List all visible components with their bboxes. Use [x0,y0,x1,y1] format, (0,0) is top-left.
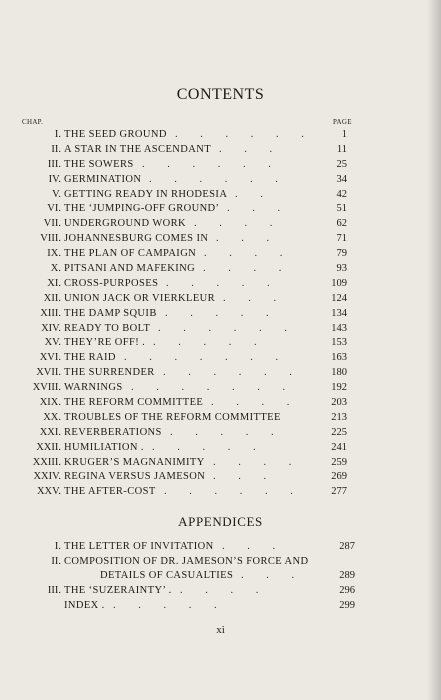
entry-title: TROUBLES OF THE REFORM COMMITTEE [64,411,281,423]
entry-page-number: 241 [331,441,347,453]
entry-page-number: 203 [331,397,347,409]
entry-title: COMPOSITION OF DR. JAMESON’S FORCE AND [64,555,309,567]
entry-title: WARNINGS [64,382,123,394]
entry-number: I. [54,541,61,552]
leader-dots: . . . . . . [158,322,297,334]
leader-dots: . . . . . [152,441,266,453]
entry-page-number: 269 [331,471,347,483]
chapter-entry [0,202,441,217]
entry-page-number: 213 [331,411,347,423]
entry-number: XVIII. [32,382,61,394]
entry-number: VI. [47,203,61,215]
entry-number: XIX. [39,397,61,409]
appendix-entry [0,569,441,584]
chapter-entry [0,143,441,158]
leader-dots: . . . . [204,248,293,260]
chapter-entry [0,485,441,500]
entry-number: XVII. [36,367,61,379]
entry-title: REGINA VERSUS JAMESON [64,471,206,483]
entry-page-number: 25 [336,158,347,170]
entry-title: CROSS-PURPOSES [64,277,159,289]
leader-dots: . . . . . [113,599,227,611]
entry-number: XXIII. [32,456,61,468]
chapter-entry [0,456,441,471]
entry-number: XI. [47,277,61,289]
entry-number: IV. [48,173,61,185]
page-folio: xi [216,624,225,636]
entry-page-number: 93 [336,263,347,275]
leader-dots: . . . . [203,263,292,275]
entry-page-number: 134 [331,307,347,319]
chap-column-label: CHAP. [22,118,44,126]
chapter-entry [0,217,441,232]
chapter-entry [0,351,441,366]
entry-number: VII. [43,218,61,230]
entry-title: THE SEED GROUND [64,129,167,140]
leader-dots: . . . [216,233,280,245]
appendix-entry [0,555,441,570]
chapter-entry [0,307,441,322]
chapter-entry [0,441,441,456]
entry-page-number: 124 [331,292,347,304]
entry-title: PITSANI AND MAFEKING [64,263,196,275]
leader-dots: . . . . . . . [124,352,289,364]
entry-page-number: 225 [331,426,347,438]
entry-title: THE ‘JUMPING-OFF GROUND’ [64,203,220,215]
leader-dots: . . . . [194,218,283,230]
leader-dots: . . . . [211,397,300,409]
appendix-entry [0,540,441,555]
entry-page-number: 71 [336,233,347,245]
entry-number: XIII. [40,307,61,319]
entry-title: THE REFORM COMMITTEE [64,397,204,409]
entry-page-number: 109 [331,277,347,289]
leader-dots: . . . . . [170,426,284,438]
chapter-entry [0,128,441,143]
entry-title: HUMILIATION . [64,441,144,453]
chapter-entry [0,470,441,485]
chapter-entry [0,336,441,351]
chapter-entry [0,188,441,203]
entry-page-number: 259 [331,456,347,468]
entry-title: UNDERGROUND WORK [64,218,186,230]
entry-title: UNION JACK OR VIERKLEUR [64,292,216,304]
appendices-heading: APPENDICES [178,514,263,529]
entry-page-number: 277 [331,486,347,498]
entry-page-number: 163 [331,352,347,364]
leader-dots: . . . . [213,456,302,468]
chapter-list [0,128,441,500]
entry-page-number: 180 [331,367,347,379]
leader-dots: . . . . . [165,307,279,319]
chapter-entry [0,322,441,337]
entry-number: VIII. [40,233,61,245]
leader-dots: . . . . . . [175,129,314,140]
entry-title: READY TO BOLT [64,322,151,334]
entry-title: THE ‘SUZERAINTY’ . [64,585,172,597]
chapter-entry [0,232,441,247]
entry-number: XX. [43,411,61,423]
page-column-label: PAGE [333,118,352,126]
entry-title: THE LETTER OF INVITATION [64,541,214,552]
entry-title: THE SOWERS [64,158,134,170]
chapter-entry [0,426,441,441]
chapter-entry [0,158,441,173]
appendix-entry [0,599,441,614]
leader-dots: . . . [213,471,277,483]
entry-page-number: 11 [336,143,347,155]
leader-dots: . . . . . . . [131,382,296,394]
entry-number: II. [51,143,61,155]
leader-dots: . . . . . [166,277,280,289]
entry-page-number: 299 [339,599,355,611]
entry-page-number: 51 [336,203,347,215]
entry-title: THE PLAN OF CAMPAIGN [64,248,197,260]
entry-title: JOHANNESBURG COMES IN [64,233,209,245]
appendices-list [0,540,441,613]
page-title: CONTENTS [176,86,265,103]
chapter-entry [0,366,441,381]
entry-title: INDEX . [64,599,105,611]
leader-dots: . . . . . . [149,173,288,185]
entry-number: XXI. [39,426,61,438]
entry-title: THE RAID [64,352,116,364]
leader-dots: . . . [219,143,283,155]
entry-number: XVI. [39,352,61,364]
entry-number: XV. [44,337,61,349]
entry-page-number: 79 [336,248,347,260]
entry-number: IX. [47,248,61,260]
entry-number: XIV. [41,322,61,334]
entry-title: GERMINATION [64,173,142,185]
appendix-entry [0,584,441,599]
entry-title: GETTING READY IN RHODESIA [64,188,228,200]
leader-dots: . . . [222,541,286,552]
leader-dots: . . . . . [153,337,267,349]
entry-page-number: 153 [331,337,347,349]
leader-dots: . . . [241,570,305,582]
leader-dots: . . [235,188,273,200]
entry-page-number: 296 [339,585,355,597]
entry-number: III. [47,585,61,597]
entry-number: XXII. [36,441,61,453]
entry-page-number: 1 [341,129,347,140]
entry-number: XII. [43,292,61,304]
entry-title: KRUGER’S MAGNANIMITY [64,456,205,468]
entry-number: III. [47,158,61,170]
entry-page-number: 143 [331,322,347,334]
chapter-entry [0,396,441,411]
leader-dots: . . . . [180,585,269,597]
entry-title: DETAILS OF CASUALTIES [100,570,234,582]
chapter-entry [0,292,441,307]
entry-title: THE DAMP SQUIB [64,307,157,319]
entry-page-number: 62 [336,218,347,230]
entry-title: A STAR IN THE ASCENDANT [64,143,212,155]
entry-page-number: 42 [336,188,347,200]
entry-number: XXIV. [33,471,61,483]
leader-dots: . . . . . . [164,486,303,498]
entry-page-number: 34 [336,173,347,185]
leader-dots: . . . . . . [163,367,302,379]
entry-title: THE SURRENDER [64,367,155,379]
chapter-entry [0,247,441,262]
entry-number: II. [51,555,61,567]
chapter-entry [0,173,441,188]
entry-number: XXV. [36,486,61,498]
leader-dots: . . . . . . [142,158,281,170]
entry-number: X. [50,263,61,275]
entry-page-number: 287 [339,541,355,552]
entry-number: I. [54,129,61,140]
chapter-entry [0,262,441,277]
entry-page-number: 192 [331,382,347,394]
leader-dots: . . . [227,203,291,215]
entry-page-number: 289 [339,570,355,582]
leader-dots: . . . [223,292,287,304]
entry-title: REVERBERATIONS [64,426,162,438]
entry-title: THE AFTER-COST [64,486,156,498]
chapter-entry [0,381,441,396]
chapter-entry [0,277,441,292]
entry-number: V. [52,188,61,200]
entry-title: THEY’RE OFF! . [64,337,146,349]
chapter-entry [0,411,441,426]
